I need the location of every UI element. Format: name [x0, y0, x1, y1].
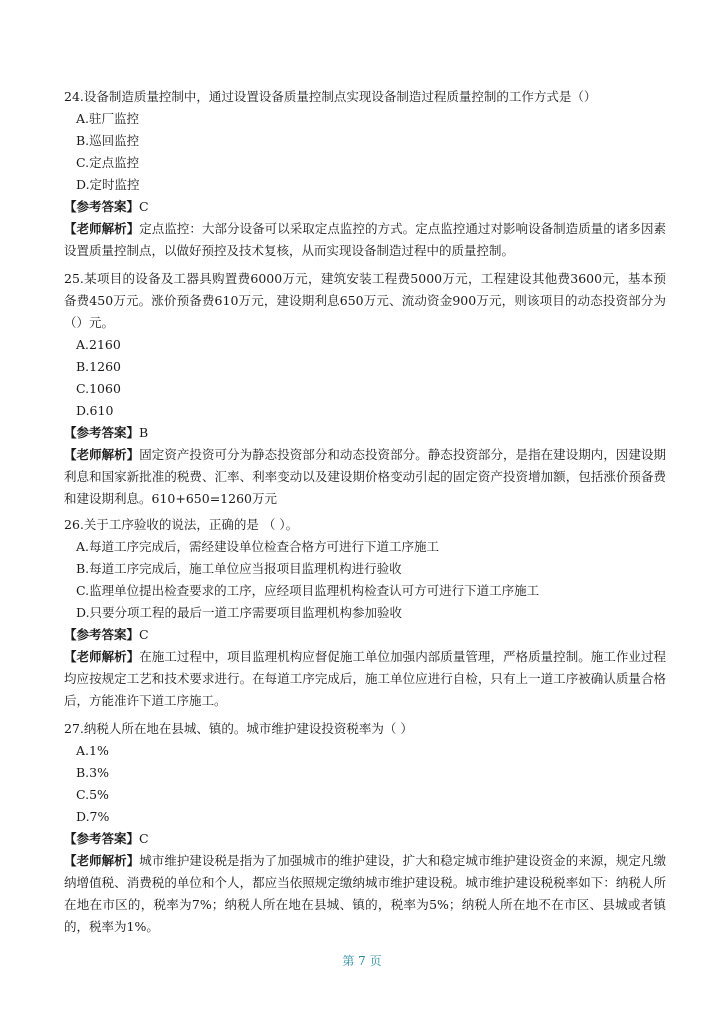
option-d: D.610	[76, 403, 114, 418]
option-a: A.驻厂监控	[76, 111, 140, 126]
page-number: 第 7 页	[342, 954, 382, 968]
option-b: B.1260	[76, 359, 121, 374]
answer-label: 【参考答案】	[64, 831, 140, 846]
answer-line	[64, 624, 666, 646]
option-a: A.每道工序完成后，需经建设单位检查合格方可进行下道工序施工	[76, 539, 440, 554]
option-c: C.1060	[76, 381, 121, 396]
analysis-paragraph	[64, 218, 666, 262]
answer-line	[64, 196, 666, 218]
analysis-text: 在施工过程中，项目监理机构应督促施工单位加强内部质量管理，严格质量控制。施工作业过程均应按规定工艺和技术要求进行。在每道工序完成后，施工单位应进行自检，只有上一道工序被确认质量合格后，方能准许下道工序施工。	[64, 649, 666, 708]
analysis-paragraph	[64, 646, 666, 712]
option-d: D.只要分项工程的最后一道工序需要项目监理机构参加验收	[76, 605, 403, 620]
analysis-label: 【老师解析】	[64, 649, 140, 664]
analysis-text: 定点监控：大部分设备可以采取定点监控的方式。定点监控通过对影响设备制造质量的诸多因素设置质量控制点，以做好预控及技术复核，从而实现设备制造过程中的质量控制。	[64, 221, 666, 258]
analysis-text: 城市维护建设税是指为了加强城市的维护建设，扩大和稳定城市维护建设资金的来源，规定凡缴纳增值税、消费税的单位和个人，都应当依照规定缴纳城市维护建设税。城市维护建设税税率如下：纳税人所在地在市区的，税率为7%；纳税人所在地在县城、镇的，税率为5%；纳税人所在地不在市区、县城或者镇的，税率为1%。	[64, 853, 666, 934]
analysis-label: 【老师解析】	[64, 221, 140, 236]
question-stem: 24.设备制造质量控制中，通过设置设备质量控制点实现设备制造过程质量控制的工作方式是（）	[64, 89, 597, 104]
option-d: D.7%	[76, 809, 110, 824]
option-d: D.定时监控	[76, 177, 140, 192]
answer-label: 【参考答案】	[64, 627, 140, 642]
answer-value: C	[139, 627, 149, 642]
analysis-label: 【老师解析】	[64, 853, 140, 868]
answer-line	[64, 422, 666, 444]
answer-label: 【参考答案】	[64, 425, 140, 440]
answer-value: C	[139, 831, 149, 846]
option-b: B.每道工序完成后，施工单位应当报项目监理机构进行验收	[76, 561, 402, 576]
question-26	[64, 514, 666, 712]
question-24	[64, 86, 666, 262]
option-b: B.巡回监控	[76, 133, 140, 148]
option-c: C.5%	[76, 787, 109, 802]
question-27	[64, 718, 666, 938]
analysis-paragraph	[64, 850, 666, 938]
question-stem: 26.关于工序验收的说法，正确的是 （ ）。	[64, 517, 299, 532]
answer-value: C	[139, 199, 149, 214]
option-c: C.定点监控	[76, 155, 140, 170]
answer-value: B	[139, 425, 149, 440]
question-stem: 27.纳税人所在地在县城、镇的。城市维护建设投资税率为（ ）	[64, 721, 413, 736]
option-a: A.1%	[76, 743, 109, 758]
question-25	[64, 268, 666, 510]
analysis-paragraph	[64, 444, 666, 510]
question-stem: 25.某项目的设备及工器具购置费6000万元，建筑安装工程费5000万元，工程建设其他费3600元，基本预备费450万元。涨价预备费610万元，建设期利息650万元、流动资金900万元，则该项目的动态投资部分为（）元。	[64, 271, 666, 330]
option-b: B.3%	[76, 765, 109, 780]
answer-line	[64, 828, 666, 850]
analysis-label: 【老师解析】	[64, 447, 140, 462]
analysis-text: 固定资产投资可分为静态投资部分和动态投资部分。静态投资部分，是指在建设期内，因建设期利息和国家新批准的税费、汇率、利率变动以及建设期价格变动引起的固定资产投资增加额，包括涨价预备费和建设期利息。610+650=1260万元	[64, 447, 666, 506]
option-a: A.2160	[76, 337, 121, 352]
option-c: C.监理单位提出检查要求的工序，应经项目监理机构检查认可方可进行下道工序施工	[76, 583, 540, 598]
answer-label: 【参考答案】	[64, 199, 140, 214]
